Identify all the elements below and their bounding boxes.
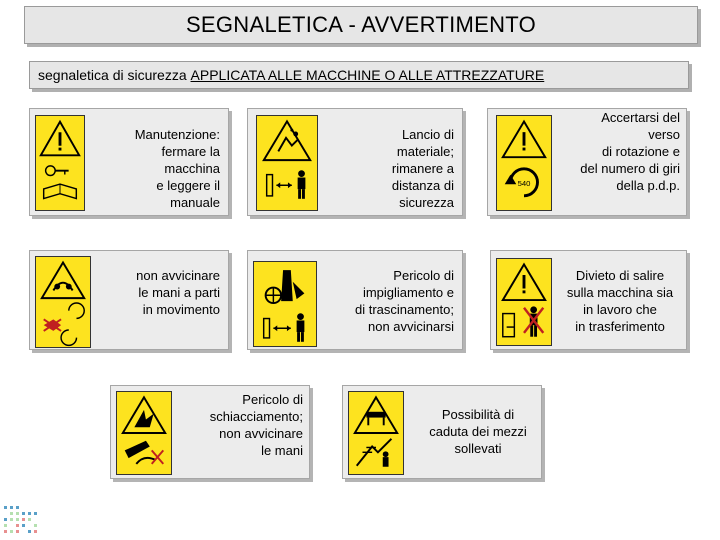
sign-card-moving-parts [29, 250, 229, 350]
moving-parts-icon [35, 256, 91, 348]
sign-label-crushing: Pericolo di schiacciamento; non avvicinare le mani [209, 392, 303, 458]
crushing-icon [116, 391, 172, 475]
no-climbing-icon [496, 258, 552, 346]
entanglement-icon [253, 261, 317, 347]
sign-card-thrown-material [247, 108, 463, 216]
sign-card-falling-load [342, 385, 542, 479]
sign-card-rotation [487, 108, 687, 216]
logo-icon [2, 502, 38, 538]
page-title: SEGNALETICA - AVVERTIMENTO [24, 6, 698, 44]
sign-card-no-climbing [490, 250, 687, 350]
sign-label-maintenance: Manutenzione: fermare la macchina e leggere il manuale [134, 127, 220, 210]
sign-label-no-climbing: Divieto di salire sulla macchina sia in lavoro che in trasferimento [566, 268, 674, 334]
page-subtitle [29, 61, 689, 89]
sign-card-entanglement [247, 250, 463, 350]
sign-card-maintenance [29, 108, 229, 216]
thrown-object-icon [256, 115, 318, 211]
sign-label-falling-load: Possibilità di caduta dei mezzi sollevati [429, 407, 527, 456]
falling-load-icon [348, 391, 404, 475]
sign-label-rotation: Accertarsi del verso di rotazione e del numero di giri della p.d.p. [580, 110, 680, 193]
sign-label-thrown-material: Lancio di materiale; rimanere a distanza di sicurezza [391, 127, 454, 210]
subtitle-prefix: segnaletica di sicurezza [38, 67, 187, 83]
manual-icon [35, 115, 85, 211]
subtitle-underlined: APPLICATA ALLE MACCHINE O ALLE ATTREZZATURE [190, 67, 545, 83]
sign-label-entanglement: Pericolo di impigliamento e di trascinamento; non avvicinarsi [355, 268, 454, 334]
rpm-text: 540 [517, 179, 531, 189]
sign-card-crushing [110, 385, 310, 479]
sign-label-moving-parts: non avvicinare le mani a parti in movimento [136, 268, 220, 317]
rotation-icon [496, 115, 552, 211]
